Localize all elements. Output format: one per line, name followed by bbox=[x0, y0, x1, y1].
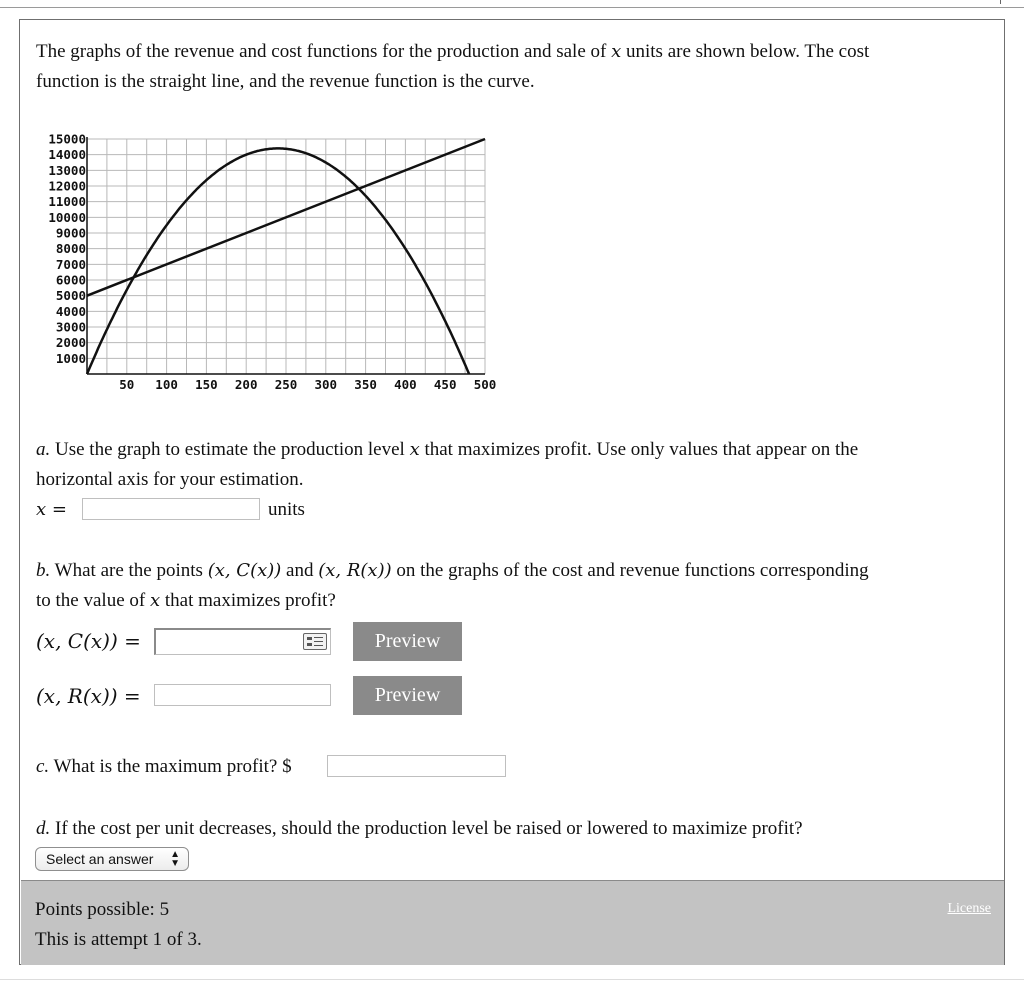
points-possible: Points possible: 5 bbox=[35, 899, 170, 920]
x-tick-label: 350 bbox=[354, 377, 377, 392]
y-tick-label: 3000 bbox=[55, 319, 86, 335]
y-tick-label: 2000 bbox=[55, 335, 86, 351]
y-tick-label: 7000 bbox=[55, 256, 86, 272]
y-tick-label: 11000 bbox=[48, 194, 86, 210]
y-tick-label: 5000 bbox=[55, 288, 86, 304]
y-tick-label: 9000 bbox=[55, 225, 86, 241]
cost-point-label: (x, C(x)) = bbox=[36, 629, 141, 653]
y-tick-label: 6000 bbox=[55, 272, 86, 288]
attempt-info: This is attempt 1 of 3. bbox=[35, 929, 202, 950]
bottom-divider bbox=[0, 979, 1024, 980]
y-tick-label: 13000 bbox=[48, 162, 86, 178]
y-tick-label: 1000 bbox=[55, 350, 86, 366]
intro-line-2: function is the straight line, and the revenue function is the curve. bbox=[36, 71, 535, 92]
math-keyboard-icon[interactable] bbox=[303, 633, 327, 650]
preview-button-revenue[interactable]: Preview bbox=[353, 676, 462, 715]
footer-bar bbox=[21, 880, 1004, 965]
y-tick-label: 4000 bbox=[55, 303, 86, 319]
x-tick-label: 50 bbox=[119, 377, 135, 392]
x-tick-label: 100 bbox=[155, 377, 178, 392]
license-link[interactable]: License bbox=[947, 901, 991, 916]
y-tick-label: 15000 bbox=[48, 131, 86, 147]
answer-select-value: Select an answer bbox=[46, 851, 154, 867]
x-tick-label: 300 bbox=[314, 377, 338, 392]
top-tick bbox=[1000, 0, 1001, 4]
x-tick-label: 150 bbox=[195, 377, 218, 392]
intro-line-1: The graphs of the revenue and cost functions for the production and sale of x units are shown below. The cost bbox=[36, 41, 870, 62]
x-tick-label: 250 bbox=[274, 377, 298, 392]
answer-a-units: units bbox=[268, 499, 305, 520]
revenue-curve bbox=[87, 148, 469, 374]
question-d: d. If the cost per unit decreases, should the production level be raised or lowered to maximize profit? bbox=[36, 818, 803, 839]
y-tick-label: 12000 bbox=[48, 178, 86, 194]
select-arrows-icon: ▲ ▼ bbox=[170, 849, 180, 869]
top-divider bbox=[0, 7, 1024, 8]
y-tick-label: 8000 bbox=[55, 241, 86, 257]
preview-button-cost[interactable]: Preview bbox=[353, 622, 462, 661]
question-a-line-2: horizontal axis for your estimation. bbox=[36, 469, 304, 490]
answer-select[interactable] bbox=[35, 847, 189, 871]
revenue-point-input[interactable] bbox=[154, 684, 331, 706]
question-b-line-1: b. What are the points (x, C(x)) and (x, R(x)) on the graphs of the cost and revenue functions corresponding bbox=[36, 560, 869, 581]
x-tick-label: 200 bbox=[234, 377, 258, 392]
x-tick-label: 400 bbox=[394, 377, 417, 392]
question-a-line-1: a. Use the graph to estimate the production level x that maximizes profit. Use only values that appear on the bbox=[36, 439, 859, 460]
y-tick-label: 10000 bbox=[48, 209, 86, 225]
question-b-line-2: to the value of x that maximizes profit? bbox=[36, 590, 336, 611]
revenue-cost-chart bbox=[30, 125, 510, 400]
x-tick-labels bbox=[119, 377, 496, 392]
max-profit-input[interactable] bbox=[327, 755, 506, 777]
revenue-point-label: (x, R(x)) = bbox=[36, 684, 141, 708]
x-tick-label: 500 bbox=[473, 377, 497, 392]
x-tick-label: 450 bbox=[433, 377, 457, 392]
question-c: c. What is the maximum profit? $ bbox=[36, 756, 292, 777]
y-tick-label: 14000 bbox=[48, 147, 86, 163]
y-tick-labels bbox=[48, 132, 86, 366]
answer-a-label: x = bbox=[36, 499, 67, 520]
answer-a-input[interactable] bbox=[82, 498, 260, 520]
